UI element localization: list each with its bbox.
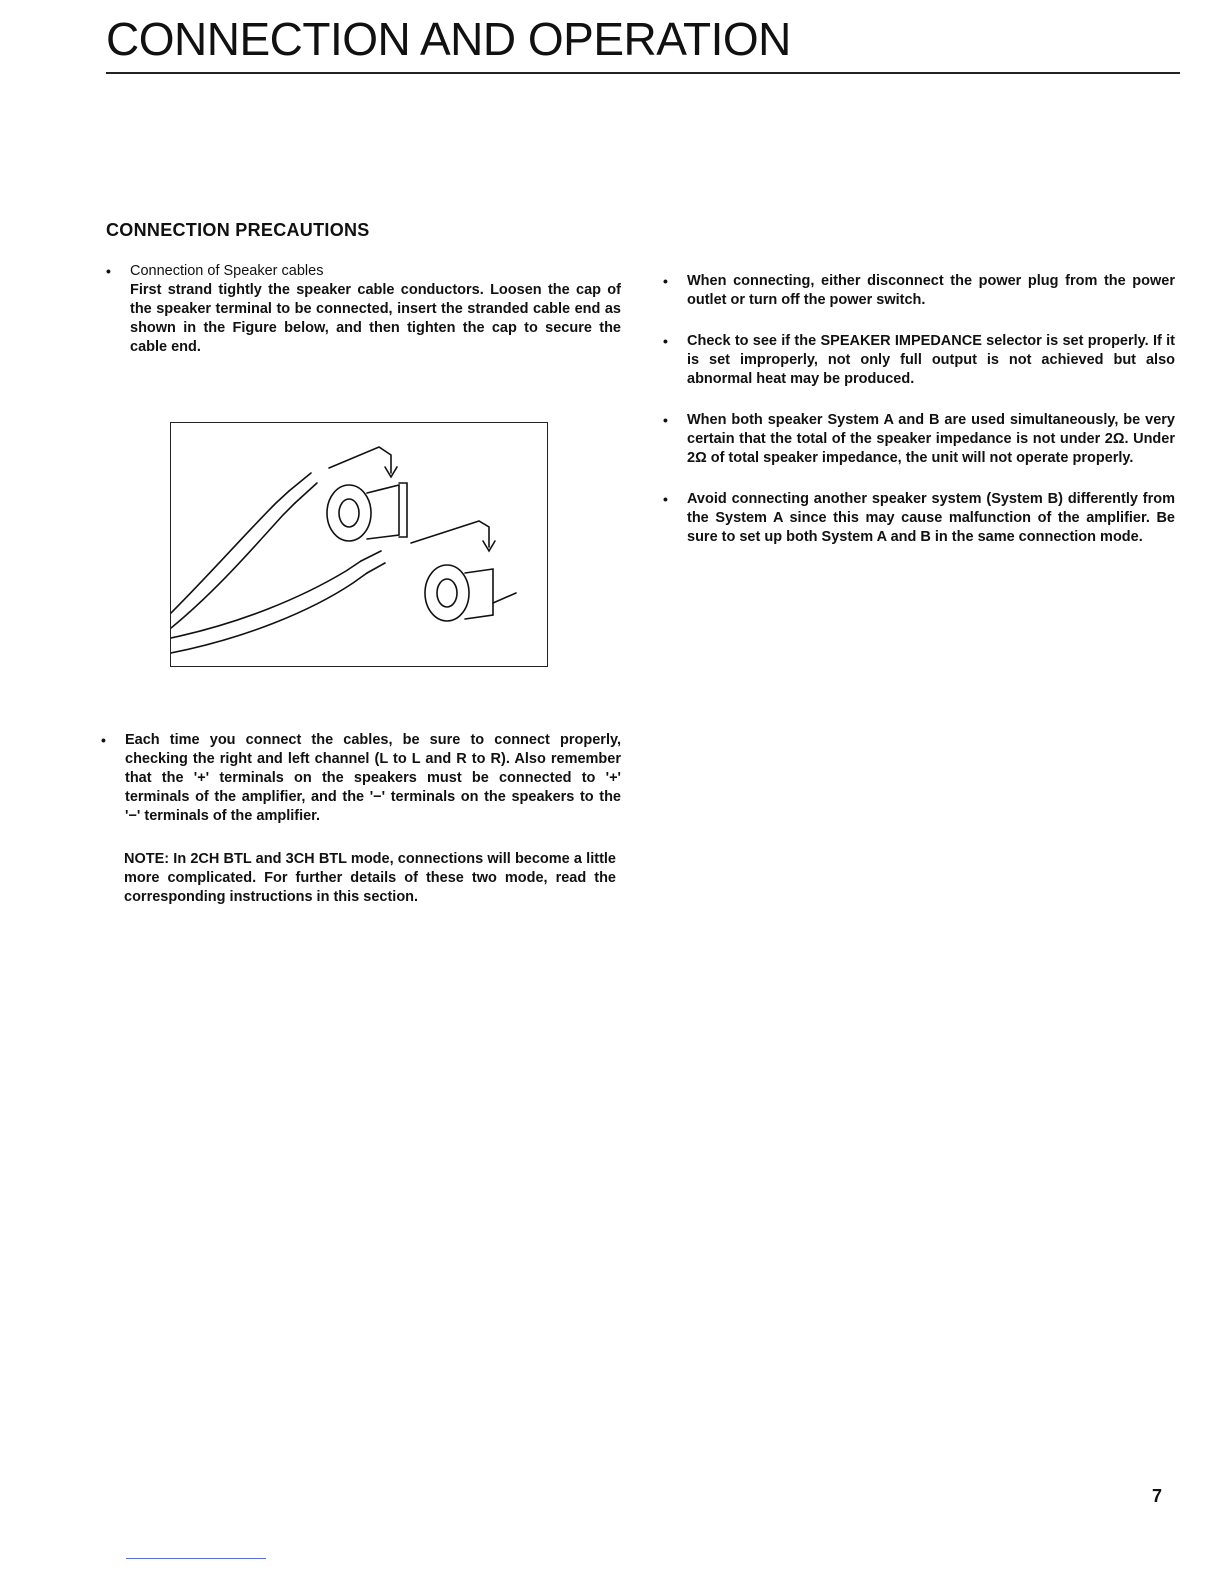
bullet-body: First strand tightly the speaker cable conductors. Loosen the cap of the speaker terminal to be connected, insert the stranded cable end as shown in the Figure below, and then tighten the cap to secure the cable end. [130,282,621,355]
bullet-title: Connection of Speaker cables [130,263,324,279]
bullet-body: Check to see if the SPEAKER IMPEDANCE selector is set properly. If it is set improperly, not only full output is not achieved but also abnormal heat may be produced. [687,333,1175,387]
speaker-terminal-figure [170,422,548,667]
section-heading: CONNECTION PRECAUTIONS [106,220,370,240]
cable-lower-edge-b [171,573,367,653]
note-btl-mode: NOTE: In 2CH BTL and 3CH BTL mode, connections will become a little more complicated. For further details of these two mode, read the corresponding instructions in this section. [124,851,616,905]
bullet-body: When both speaker System A and B are used simultaneously, be very certain that the total of the speaker impedance is not under 2Ω. Under 2Ω of total speaker impedance, the unit will not operate properly. [687,412,1175,466]
bullet-dot: • [106,263,111,279]
bottom-link-line [126,1558,266,1559]
left-column-bottom [101,731,621,826]
page-title: CONNECTION AND OPERATION [106,13,791,65]
terminal-cap-upper-inner [339,499,359,527]
bullet-dot: • [101,732,106,748]
bullet-impedance-selector [663,332,1175,389]
page-number: 7 [1152,1486,1163,1506]
terminal-cap-lower-inner [437,579,457,607]
title-rule [106,72,1180,74]
terminal-base-upper [399,483,407,537]
right-column [663,272,1175,547]
arrow-upper [329,447,391,473]
cable-lower-strands [361,551,385,573]
bullet-speaker-cables [106,262,621,357]
bullet-power-off [663,272,1175,310]
bullet-body: Each time you connect the cables, be sure to connect properly, checking the right and left channel (L to L and R to R). Also remember that the '+' terminals on the speakers must be connected to '+' terminals of the amplifier, and the '−' terminals on the speakers to the '−' terminals of the amplifier. [125,732,621,824]
terminal-stub-lower [493,593,516,603]
bullet-connect-properly [101,731,621,826]
cable-upper-strands [289,473,317,503]
bullet-dot: • [663,412,668,428]
bullet-system-b [663,490,1175,547]
left-column-top [106,262,621,357]
bullet-dot: • [663,273,668,289]
cable-upper-edge-b [171,503,295,628]
speaker-cable-illustration [171,423,546,665]
terminal-cap-lower [425,565,469,621]
bullet-dot: • [663,333,668,349]
bullet-body: When connecting, either disconnect the power plug from the power outlet or turn off the power switch. [687,273,1175,308]
cable-upper-edge-a [171,491,289,613]
bullet-total-impedance [663,411,1175,468]
terminal-cap-upper [327,485,371,541]
terminal-post-upper [367,485,399,539]
bullet-dot: • [663,491,668,507]
arrow-lower [411,521,489,547]
bullet-body: Avoid connecting another speaker system (System B) differently from the System A since this may cause malfunction of the amplifier. Be sure to set up both System A and B in the same connection mode. [687,491,1175,545]
